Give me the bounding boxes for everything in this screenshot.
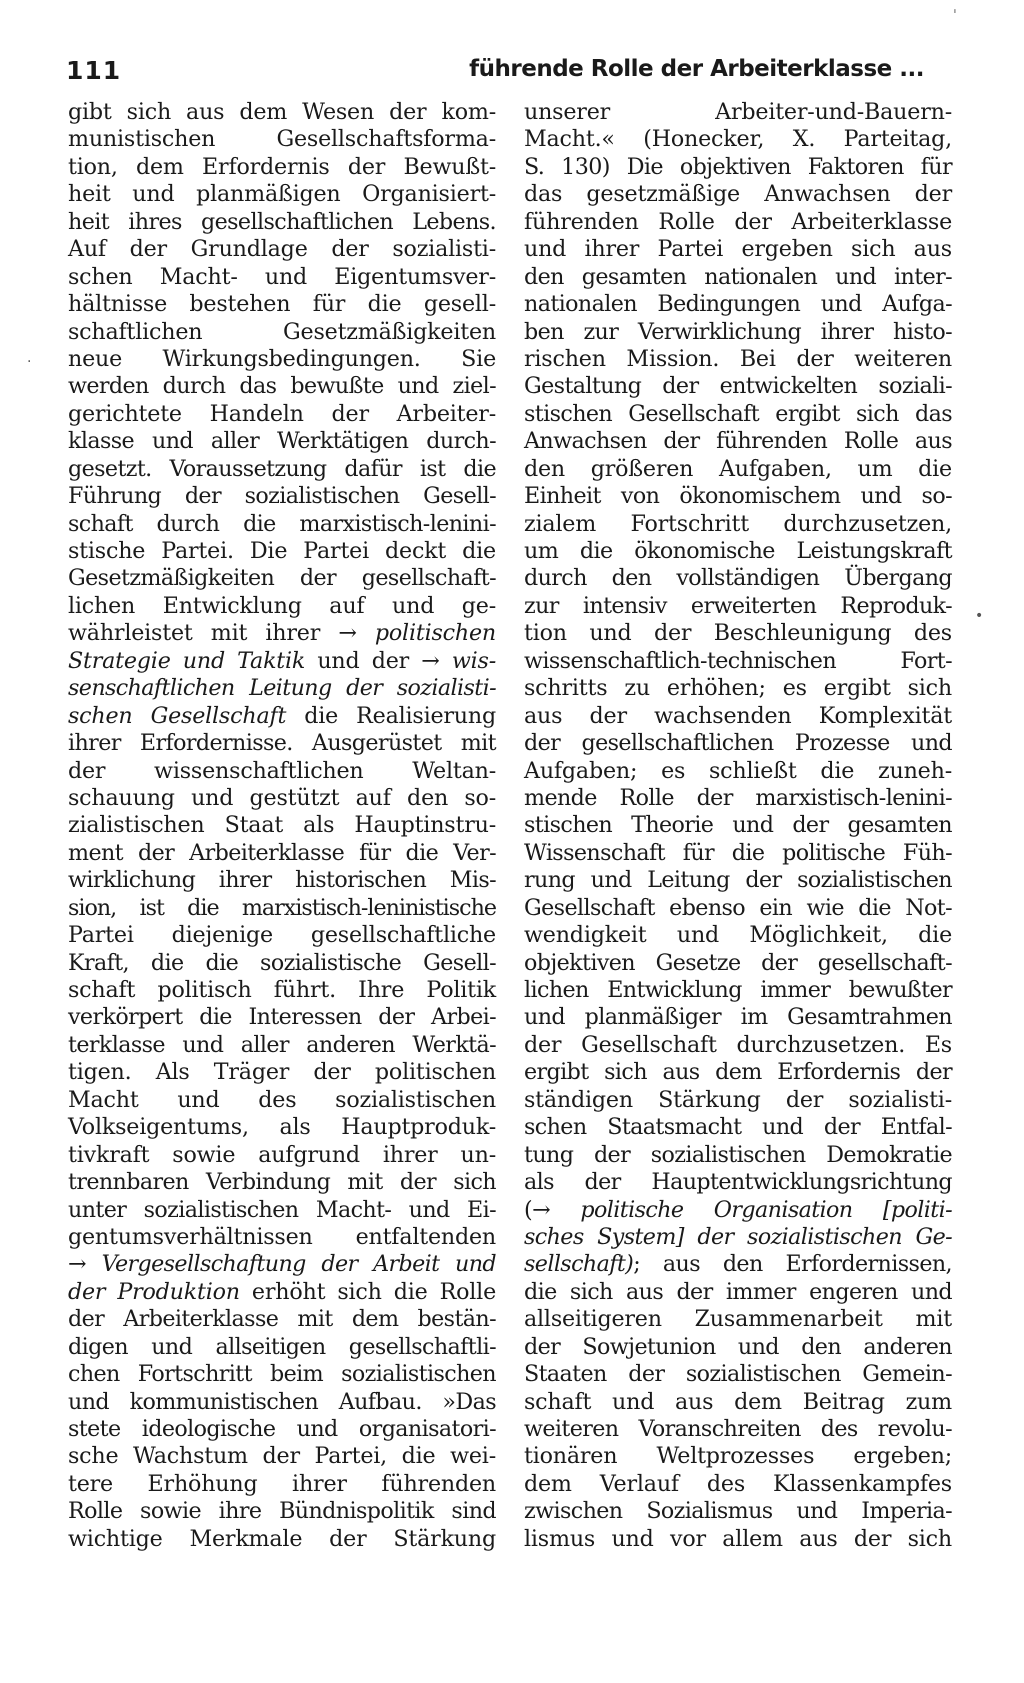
text-line: objektiven Gesetze der gesellschaft- xyxy=(524,949,952,976)
cross-reference-link[interactable]: der Produktion xyxy=(68,1278,240,1305)
text-line: tere Erhöhung ihrer führenden xyxy=(68,1470,496,1497)
text-line: Rolle sowie ihre Bündnispolitik sind xyxy=(68,1498,496,1525)
print-speck: · xyxy=(27,354,32,370)
text-line: lichen Entwicklung auf und ge- xyxy=(68,592,496,619)
text-line: zur intensiv erweiterten Reproduk- xyxy=(524,592,952,619)
text-run: ( xyxy=(524,1196,533,1223)
text-line: heit und planmäßigen Organisiert- xyxy=(68,181,496,208)
text-line: Anwachsen der führenden Rolle aus xyxy=(524,428,952,455)
text-line: munistischen Gesellschaftsforma- xyxy=(68,126,496,153)
text-line: Gesellschaft ebenso ein wie die Not- xyxy=(524,894,952,921)
text-line: trennbaren Verbindung mit der sich xyxy=(68,1169,496,1196)
text-line xyxy=(68,703,496,730)
cross-reference-link[interactable]: politischen xyxy=(356,620,496,647)
text-line: neue Wirkungsbedingungen. Sie xyxy=(68,345,496,372)
text-line: schaft durch die marxistisch-lenini- xyxy=(68,510,496,537)
text-line: stischen Gesellschaft ergibt sich das xyxy=(524,400,952,427)
text-line: um die ökonomische Leistungskraft xyxy=(524,538,952,564)
text-line: schauung und gestützt auf den so- xyxy=(68,784,496,811)
text-line: führenden Rolle der Arbeiterklasse xyxy=(524,208,952,235)
text-line: gesetzt. Voraussetzung dafür ist die xyxy=(68,455,496,482)
text-run: währleistet mit ihrer xyxy=(68,620,339,647)
text-line: und ihrer Partei ergeben sich aus xyxy=(524,236,952,263)
text-line: ständigen Stärkung der sozialisti- xyxy=(524,1086,952,1113)
text-run: die Realisierung xyxy=(286,702,496,729)
cross-reference-link[interactable]: Strategie und Taktik xyxy=(68,647,306,674)
text-line xyxy=(524,1251,952,1278)
right-column xyxy=(524,99,952,1553)
text-run: und der xyxy=(305,647,422,674)
text-line: tung der sozialistischen Demokratie xyxy=(524,1141,952,1168)
cross-reference-link[interactable]: sches System] der sozialistischen Ge- xyxy=(524,1223,952,1250)
text-line: schritts zu erhöhen; es ergibt sich xyxy=(524,675,952,702)
text-line: der Sowjetunion und den anderen xyxy=(524,1333,952,1360)
text-line: tion, dem Erfordernis der Bewußt- xyxy=(68,153,496,180)
text-line: Staaten der sozialistischen Gemein- xyxy=(524,1361,952,1388)
text-line: als der Hauptentwicklungsrichtung xyxy=(524,1169,952,1196)
text-line: chen Fortschritt beim sozialistischen xyxy=(68,1361,496,1388)
text-line: zwischen Sozialismus und Imperia- xyxy=(524,1498,952,1525)
page-number: 111 xyxy=(66,56,122,85)
text-line: zialem Fortschritt durchzusetzen, xyxy=(524,510,952,537)
text-line: Führung der sozialistischen Gesell- xyxy=(68,483,496,510)
cross-reference-link[interactable]: senschaftlichen Leitung der sozialisti- xyxy=(68,675,496,702)
arrow-icon: → xyxy=(421,647,440,674)
text-line: Wissenschaft für die politische Füh- xyxy=(524,839,952,866)
text-line: tionären Weltprozesses ergeben; xyxy=(524,1443,952,1470)
text-line: ihrer Erfordernisse. Ausgerüstet mit xyxy=(68,730,496,757)
text-line: zialistischen Staat als Hauptinstru- xyxy=(68,812,496,839)
text-line: Macht.« (Honecker, X. Parteitag, xyxy=(524,126,952,153)
text-line: das gesetzmäßige Anwachsen der xyxy=(524,181,952,208)
text-line: und kommunistischen Aufbau. »Das xyxy=(68,1388,496,1415)
text-line: wichtige Merkmale der Stärkung xyxy=(68,1525,496,1552)
print-speck: • xyxy=(975,608,984,624)
text-line: rischen Mission. Bei der weiteren xyxy=(524,345,952,372)
text-line xyxy=(68,1251,496,1278)
text-line: dem Verlauf des Klassenkampfes xyxy=(524,1470,952,1497)
text-line: stete ideologische und organisatori- xyxy=(68,1416,496,1442)
text-line: den größeren Aufgaben, um die xyxy=(524,455,952,482)
running-head: führende Rolle der Arbeiterklasse ... xyxy=(469,56,924,82)
text-line: werden durch das bewußte und ziel- xyxy=(68,373,496,400)
text-line: rung und Leitung der sozialistischen xyxy=(524,867,952,894)
text-line: der gesellschaftlichen Prozesse und xyxy=(524,730,952,757)
text-line: unserer Arbeiter-und-Bauern- xyxy=(524,99,952,125)
text-line: durch den vollständigen Übergang xyxy=(524,565,952,592)
text-line: weiteren Voranschreiten des revolu- xyxy=(524,1416,952,1442)
text-line: nationalen Bedingungen und Aufga- xyxy=(524,291,952,318)
text-line xyxy=(524,1197,952,1224)
text-line: sion, ist die marxistisch-leninistische xyxy=(68,894,496,921)
text-line: schaft und aus dem Beitrag zum xyxy=(524,1388,952,1415)
text-line: aus der wachsenden Komplexität xyxy=(524,702,952,729)
text-line xyxy=(68,620,496,647)
text-line: tion und der Beschleunigung des xyxy=(524,620,952,647)
arrow-icon: → xyxy=(68,1251,86,1278)
text-line: wissenschaftlich-technischen Fort- xyxy=(524,647,952,674)
text-line: stischen Theorie und der gesamten xyxy=(524,812,952,839)
text-line: schaftlichen Gesetzmäßigkeiten xyxy=(68,318,496,345)
text-line: den gesamten nationalen und inter- xyxy=(524,263,952,290)
text-line: heit ihres gesellschaftlichen Lebens. xyxy=(68,208,496,235)
arrow-icon: → xyxy=(338,620,357,647)
text-line: stische Partei. Die Partei deckt die xyxy=(68,538,496,564)
left-column xyxy=(68,99,496,1553)
text-line: Auf der Grundlage der sozialisti- xyxy=(68,236,496,263)
cross-reference-link[interactable]: Vergesellschaftung der Arbeit und xyxy=(86,1251,496,1278)
text-line: gentumsverhältnissen entfaltenden xyxy=(68,1223,496,1250)
text-line: verkörpert die Interessen der Arbei- xyxy=(68,1004,496,1031)
text-line: mende Rolle der marxistisch-lenini- xyxy=(524,784,952,811)
text-line: Aufgaben; es schließt die zuneh- xyxy=(524,757,952,784)
text-line: Gesetzmäßigkeiten der gesellschaft- xyxy=(68,565,496,592)
cross-reference-link[interactable]: schen Gesellschaft xyxy=(68,702,287,729)
cross-reference-link[interactable]: wis- xyxy=(439,647,496,674)
text-line xyxy=(68,1279,496,1306)
text-line: schen Macht- und Eigentumsver- xyxy=(68,263,496,290)
arrow-icon: → xyxy=(532,1196,551,1223)
text-line: klasse und aller Werktätigen durch- xyxy=(68,428,496,455)
text-line: Macht und des sozialistischen xyxy=(68,1086,496,1113)
text-line xyxy=(68,648,496,675)
text-line: digen und allseitigen gesellschaftli- xyxy=(68,1333,496,1360)
cross-reference-link[interactable]: sellschaft) xyxy=(524,1251,634,1278)
text-line: der Arbeiterklasse mit dem bestän- xyxy=(68,1306,496,1333)
text-line: schen Staatsmacht und der Entfal- xyxy=(524,1114,952,1141)
text-line: schaft politisch führt. Ihre Politik xyxy=(68,977,496,1003)
text-line: wendigkeit und Möglichkeit, die xyxy=(524,922,952,949)
text-line: allseitigeren Zusammenarbeit mit xyxy=(524,1306,952,1333)
text-line: der wissenschaftlichen Weltan- xyxy=(68,757,496,784)
text-line: sche Wachstum der Partei, die wei- xyxy=(68,1443,496,1470)
text-line: ergibt sich aus dem Erfordernis der xyxy=(524,1059,952,1086)
text-line: die sich aus der immer engeren und xyxy=(524,1278,952,1305)
text-line: Kraft, die die sozialistische Gesell- xyxy=(68,949,496,976)
text-run: ; aus den Erfordernissen, xyxy=(633,1251,952,1278)
text-line: ment der Arbeiterklasse für die Ver- xyxy=(68,839,496,866)
text-line: S. 130) Die objektiven Faktoren für xyxy=(524,153,952,180)
cross-reference-link[interactable]: politische Organisation [politi- xyxy=(550,1196,952,1223)
text-line: und planmäßiger im Gesamtrahmen xyxy=(524,1004,952,1031)
text-line: wirklichung ihrer historischen Mis- xyxy=(68,867,496,894)
text-line: hältnisse bestehen für die gesell- xyxy=(68,291,496,318)
text-line: Gestaltung der entwickelten soziali- xyxy=(524,373,952,400)
text-line: tivkraft sowie aufgrund ihrer un- xyxy=(68,1141,496,1168)
text-line: lismus und vor allem aus der sich xyxy=(524,1525,952,1552)
text-line: Partei diejenige gesellschaftliche xyxy=(68,922,496,949)
text-line: unter sozialistischen Macht- und Ei- xyxy=(68,1196,496,1223)
text-line: gerichtete Handeln der Arbeiter- xyxy=(68,400,496,427)
print-speck: ˈ xyxy=(953,8,957,24)
text-line: gibt sich aus dem Wesen der kom- xyxy=(68,99,496,125)
text-line: Volkseigentums, als Hauptproduk- xyxy=(68,1114,496,1141)
text-line: tigen. Als Träger der politischen xyxy=(68,1059,496,1086)
text-line: terklasse und aller anderen Werktä- xyxy=(68,1031,496,1058)
text-line: Einheit von ökonomischem und so- xyxy=(524,483,952,510)
text-line: lichen Entwicklung immer bewußter xyxy=(524,977,952,1003)
text-run: erhöht sich die Rolle xyxy=(239,1278,497,1305)
text-line: der Gesellschaft durchzusetzen. Es xyxy=(524,1031,952,1058)
text-line: ben zur Verwirklichung ihrer histo- xyxy=(524,318,952,345)
